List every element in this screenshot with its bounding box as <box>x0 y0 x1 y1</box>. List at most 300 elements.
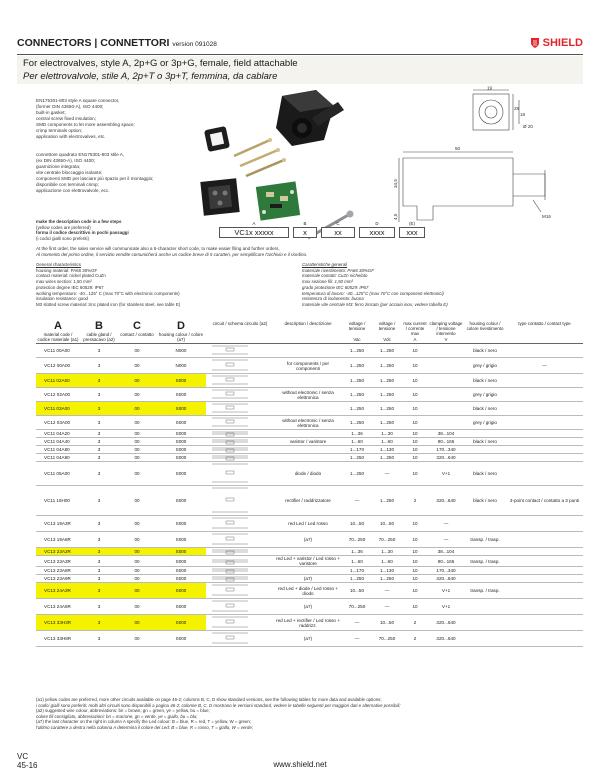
cell-cur: 10 <box>402 516 428 532</box>
code-builder <box>36 219 418 245</box>
cell-cur: 10 <box>402 446 428 454</box>
cell-colour <box>464 446 506 454</box>
cell-b: 3 <box>80 430 118 438</box>
gasket-photo <box>204 126 230 152</box>
brand-logo: SHIELD <box>529 37 583 49</box>
cell-v2: 1...250 <box>372 454 402 462</box>
cell-clamp: 320...640 <box>428 631 464 647</box>
cell-v1: 1...250 <box>342 454 372 462</box>
code-cell-b: B x <box>293 221 317 241</box>
cell-desc: rectifier / raddrizzatore <box>274 486 342 516</box>
cell-desc: without electronic / senza elettronica <box>274 388 342 402</box>
cell-v1: 1...170 <box>342 446 372 454</box>
cell-b: 3 <box>80 374 118 388</box>
cell-type <box>506 532 583 548</box>
cell-c: 00 <box>118 374 156 388</box>
cell-a: VC11 02A00 <box>36 374 80 388</box>
cell-a: VC12 02A00 <box>36 388 80 402</box>
circuit-diagram-cell <box>206 556 274 567</box>
cell-colour <box>464 631 506 647</box>
cell-v2: — <box>372 599 402 615</box>
pins-photo <box>234 138 286 176</box>
cell-d: S000 <box>156 374 206 388</box>
cell-type <box>506 615 583 631</box>
cell-a: VC13 19A8R <box>36 532 80 548</box>
cell-b: 3 <box>80 454 118 462</box>
table-row <box>36 548 583 556</box>
cell-cur: 10 <box>402 388 428 402</box>
table-row <box>36 575 583 583</box>
circuit-icon <box>208 454 272 460</box>
col-type-header: type contatto / contact type <box>506 320 583 344</box>
cell-d: S000 <box>156 402 206 416</box>
cell-b: 3 <box>80 567 118 575</box>
cell-clamp: 38...104 <box>428 548 464 556</box>
cell-c: 00 <box>118 430 156 438</box>
cell-b: 3 <box>80 446 118 454</box>
col-circuit-header: circuit / schema circuito (a2) <box>206 320 274 344</box>
cell-cur: 10 <box>402 462 428 486</box>
cell-d: S000 <box>156 446 206 454</box>
table-row <box>36 516 583 532</box>
cell-desc: for components / per componenti <box>274 358 342 374</box>
cell-a: VC13 33H8R <box>36 631 80 647</box>
cell-type <box>506 548 583 556</box>
table-row <box>36 599 583 615</box>
cell-a: VC12 03A00 <box>36 416 80 430</box>
cell-c: 00 <box>118 532 156 548</box>
cell-type <box>506 430 583 438</box>
cell-colour: black / nero <box>464 402 506 416</box>
circuit-icon <box>208 430 272 436</box>
cell-cur: 10 <box>402 358 428 374</box>
cell-colour: transp. / trasp. <box>464 532 506 548</box>
cell-v2: 1...60 <box>372 438 402 446</box>
cell-desc: (a7) <box>274 575 342 583</box>
table-row <box>36 358 583 374</box>
dimension-drawing <box>393 85 575 238</box>
cell-cur: 10 <box>402 575 428 583</box>
cell-b: 3 <box>80 532 118 548</box>
cell-colour: black / nero <box>464 344 506 358</box>
cell-desc: red Led / Led rosso <box>274 516 342 532</box>
circuit-diagram-cell <box>206 532 274 548</box>
cell-desc <box>274 402 342 416</box>
cell-b: 3 <box>80 402 118 416</box>
col-a-header: A material code / codice materiale (a1) <box>37 320 79 343</box>
cell-c: 00 <box>118 631 156 647</box>
code-cell-c: C xx <box>321 221 355 241</box>
cell-v2: 1...60 <box>372 556 402 567</box>
cell-colour <box>464 516 506 532</box>
cell-type <box>506 631 583 647</box>
table-row <box>36 388 583 402</box>
cell-colour: transp. / trasp. <box>464 583 506 599</box>
cell-d: S000 <box>156 416 206 430</box>
cell-v2: 1...250 <box>372 358 402 374</box>
cell-type <box>506 556 583 567</box>
cell-a: VC11 04A80 <box>36 446 80 454</box>
circuit-icon <box>208 599 272 613</box>
dim-4-5: 4,5 <box>393 213 398 220</box>
cell-cur: 10 <box>402 454 428 462</box>
cell-type <box>506 416 583 430</box>
cell-d: S000 <box>156 631 206 647</box>
cell-type <box>506 344 583 358</box>
version-label: version 091028 <box>172 41 217 48</box>
cell-b: 3 <box>80 631 118 647</box>
cell-colour <box>464 548 506 556</box>
cell-v1: 70...250 <box>342 532 372 548</box>
cell-colour <box>464 454 506 462</box>
cell-desc <box>274 430 342 438</box>
cell-colour <box>464 575 506 583</box>
cell-v2: 1...250 <box>372 575 402 583</box>
spec-table <box>36 320 583 647</box>
cell-v1: 10...50 <box>342 583 372 599</box>
cell-v2: 1...250 <box>372 402 402 416</box>
dim-d20: Ø 20 <box>523 124 533 129</box>
cell-v2: 1...250 <box>372 374 402 388</box>
table-row <box>36 486 583 516</box>
cell-b: 3 <box>80 388 118 402</box>
table-row <box>36 416 583 430</box>
circuit-diagram-cell <box>206 516 274 532</box>
cell-type: 3-point contact / contatto a 3 punti <box>506 486 583 516</box>
circuit-icon <box>208 446 272 452</box>
cell-clamp: — <box>428 516 464 532</box>
cell-v2: — <box>372 583 402 599</box>
cell-colour <box>464 430 506 438</box>
circuit-diagram-cell <box>206 416 274 430</box>
cell-c: 00 <box>118 615 156 631</box>
cell-d: S000 <box>156 438 206 446</box>
cell-b: 3 <box>80 516 118 532</box>
dim-28: 28 <box>514 106 520 111</box>
table-row <box>36 615 583 631</box>
table-row <box>36 438 583 446</box>
circuit-diagram-cell <box>206 599 274 615</box>
col-c-header: C contact / contatto <box>118 320 156 344</box>
cell-cur: 10 <box>402 374 428 388</box>
cell-v1: 1...60 <box>342 556 372 567</box>
table-row <box>36 454 583 462</box>
cell-type <box>506 516 583 532</box>
cell-d: N000 <box>156 358 206 374</box>
cell-d: S000 <box>156 556 206 567</box>
pcb-photo <box>256 181 300 220</box>
cell-clamp: 320...640 <box>428 575 464 583</box>
cell-a: VC11 16H00 <box>36 486 80 516</box>
cell-desc: varistor / varistore <box>274 438 342 446</box>
cell-cur: 10 <box>402 438 428 446</box>
banner-title-it: Per elettrovalvole, stile A, 2p+T o 3p+T, femmina, da cablare <box>23 71 278 82</box>
cell-colour: black / nero <box>464 486 506 516</box>
circuit-diagram-cell <box>206 631 274 647</box>
cell-c: 00 <box>118 567 156 575</box>
cell-v2: 70...250 <box>372 631 402 647</box>
circuit-icon <box>208 575 272 581</box>
circuit-icon <box>208 516 272 530</box>
cell-desc: (a7) <box>274 631 342 647</box>
cell-desc <box>274 454 342 462</box>
circuit-diagram-cell <box>206 462 274 486</box>
circuit-diagram-cell <box>206 486 274 516</box>
cell-colour: grey / grigio <box>464 388 506 402</box>
circuit-diagram-cell <box>206 438 274 446</box>
cell-v2: 10...50 <box>372 516 402 532</box>
circuit-icon <box>208 583 272 597</box>
col-vac-header: voltage / tensione Vac <box>342 320 372 344</box>
circuit-diagram-cell <box>206 344 274 358</box>
cell-v1: 1...36 <box>342 430 372 438</box>
cell-v1: — <box>342 486 372 516</box>
cell-type <box>506 388 583 402</box>
cell-b: 3 <box>80 358 118 374</box>
cell-colour <box>464 567 506 575</box>
dim-34-5: 34,5 <box>393 179 398 188</box>
cell-type <box>506 454 583 462</box>
cell-colour: transp. / trasp. <box>464 556 506 567</box>
table-row <box>36 430 583 438</box>
circuit-diagram-cell <box>206 567 274 575</box>
cell-c: 00 <box>118 358 156 374</box>
circuit-icon <box>208 558 272 564</box>
cell-v1: 1...250 <box>342 374 372 388</box>
circuit-icon <box>208 532 272 546</box>
cell-cur: 10 <box>402 599 428 615</box>
cell-cur: 2 <box>402 486 428 516</box>
cell-colour: black / nero <box>464 374 506 388</box>
cell-c: 00 <box>118 454 156 462</box>
cell-d: S000 <box>156 532 206 548</box>
cell-type <box>506 402 583 416</box>
cell-v2: 1...30 <box>372 548 402 556</box>
cell-desc: red Led + rectifier / Led rosso + raddrizz. <box>274 615 342 631</box>
cell-c: 00 <box>118 548 156 556</box>
cell-v1: — <box>342 615 372 631</box>
cell-type <box>506 438 583 446</box>
circuit-icon <box>208 567 272 573</box>
cell-colour: black / nero <box>464 462 506 486</box>
cell-colour: grey / grigio <box>464 358 506 374</box>
cell-d: S000 <box>156 567 206 575</box>
cell-clamp: 90...165 <box>428 556 464 567</box>
cell-v1: — <box>342 631 372 647</box>
table-row <box>36 532 583 548</box>
circuit-icon <box>208 548 272 554</box>
circuit-icon <box>208 615 272 629</box>
cell-a: VC13 23A9R <box>36 575 80 583</box>
cell-desc <box>274 446 342 454</box>
cell-desc: without electronic / senza elettronica <box>274 416 342 430</box>
cell-clamp <box>428 358 464 374</box>
circuit-diagram-cell <box>206 430 274 438</box>
dim-18: 18 <box>520 112 526 117</box>
cell-c: 00 <box>118 402 156 416</box>
cell-c: 00 <box>118 516 156 532</box>
cell-v2: 1...250 <box>372 416 402 430</box>
code-instructions: make the description code in a few steps (yellow codes are preferred) forma il codice descrittivo in pochi passaggi (i codici gialli sono preferiti) <box>36 219 129 241</box>
col-vdc-header: voltage / tensione Vdc <box>372 320 402 344</box>
page-number: VC 45-16 <box>17 752 38 770</box>
table-row <box>36 446 583 454</box>
cell-v1: 10...50 <box>342 516 372 532</box>
cell-desc <box>274 344 342 358</box>
cell-type: — <box>506 358 583 374</box>
cell-a: VC11 05A00 <box>36 462 80 486</box>
table-row <box>36 402 583 416</box>
cell-d: N000 <box>156 344 206 358</box>
cell-d: S000 <box>156 615 206 631</box>
circuit-icon <box>208 388 272 400</box>
circuit-diagram-cell <box>206 446 274 454</box>
cell-colour <box>464 615 506 631</box>
table-row <box>36 556 583 567</box>
table-row <box>36 374 583 388</box>
cell-d: S000 <box>156 462 206 486</box>
cell-clamp <box>428 388 464 402</box>
cell-type <box>506 567 583 575</box>
cell-desc <box>274 548 342 556</box>
cell-v2: 70...250 <box>372 532 402 548</box>
cell-b: 3 <box>80 615 118 631</box>
footnotes: (a1) yellow codes are preferred, more other circuits available on page 46-2; columns B, C, D show standard versions, see the following tables for more data and available options; i codici gialli sono preferiti; molti altri circuiti sono disponibili a pagina 46-2; colonne B, C, D mostrano le versioni standard, vedere le tabelle seguenti per maggiori dati e alternative possibili; (a2) suggested wire colour, abbreviations: bn = brown, gn = green, ye = yellow, bu = blue; colore fili consigliato, abbreviazioni: bn = marrone, gn = verde, ye = giallo, bu = blu; (a7) the last character on the right in column A specify the Led colour: B = blue, R = red, T = yellow, W = green; l'ultimo carattere a destra nella colonna A determina il colore del Led: B = blue, R = rosso, T = giallo, W = verde; <box>36 697 401 730</box>
cell-type <box>506 462 583 486</box>
cell-cur: 10 <box>402 344 428 358</box>
cell-b: 3 <box>80 548 118 556</box>
cell-a: VC11 00A00 <box>36 344 80 358</box>
cell-a: VC13 23A3R <box>36 556 80 567</box>
cell-a: VC13 23A8R <box>36 567 80 575</box>
cell-v2: 1...250 <box>372 388 402 402</box>
cell-clamp: 320...640 <box>428 615 464 631</box>
circuit-icon <box>208 462 272 484</box>
cell-clamp: 320...640 <box>428 454 464 462</box>
cell-desc: (a7) <box>274 532 342 548</box>
cell-v1: 1...250 <box>342 402 372 416</box>
cell-a: VC13 19A3R <box>36 516 80 532</box>
circuit-diagram-cell <box>206 402 274 416</box>
cell-d: S000 <box>156 454 206 462</box>
circuit-diagram-cell <box>206 388 274 402</box>
col-current-header: max current / corrente max A <box>402 320 428 344</box>
cell-v1: 70...250 <box>342 599 372 615</box>
cell-c: 00 <box>118 583 156 599</box>
col-desc-header: description / descrizione <box>274 320 342 344</box>
cell-b: 3 <box>80 438 118 446</box>
code-cell-d: D xxxx <box>359 221 395 241</box>
cell-cur: 10 <box>402 556 428 567</box>
cell-v1: 1...36 <box>342 548 372 556</box>
cell-a: VC13 24A8R <box>36 599 80 615</box>
table-row <box>36 462 583 486</box>
cell-v2: 1...30 <box>372 430 402 438</box>
table-header-row <box>36 320 583 344</box>
cell-a: VC13 33H3R <box>36 615 80 631</box>
cell-type <box>506 599 583 615</box>
cell-cur: 10 <box>402 430 428 438</box>
cell-v2: 1...130 <box>372 567 402 575</box>
cell-c: 00 <box>118 462 156 486</box>
cell-c: 00 <box>118 599 156 615</box>
cell-c: 00 <box>118 438 156 446</box>
cell-type <box>506 446 583 454</box>
cell-c: 00 <box>118 575 156 583</box>
col-clamp-header: clamping voltage / tensione intervento V <box>428 320 464 344</box>
circuit-diagram-cell <box>206 374 274 388</box>
cell-clamp <box>428 374 464 388</box>
cell-desc: (a7) <box>274 599 342 615</box>
cell-d: S000 <box>156 583 206 599</box>
cell-v1: 1...170 <box>342 567 372 575</box>
cell-cur: 2 <box>402 615 428 631</box>
table-row <box>36 344 583 358</box>
circuit-icon <box>208 344 272 356</box>
dim-m16: M16 <box>542 214 551 219</box>
col-colour-header: housing colour / colore rivestimento <box>464 320 506 344</box>
cell-a: VC11 04A20 <box>36 430 80 438</box>
cell-a: VC13 23A2R <box>36 548 80 556</box>
cell-d: S000 <box>156 599 206 615</box>
cell-type <box>506 583 583 599</box>
cell-v1: 1...250 <box>342 344 372 358</box>
cell-a: VC12 00A00 <box>36 358 80 374</box>
cell-clamp: 90...165 <box>428 438 464 446</box>
cell-a: VC11 04A90 <box>36 454 80 462</box>
cell-colour: grey / grigio <box>464 416 506 430</box>
col-d-header: D housing colour / colore (a7) <box>156 320 206 344</box>
cell-d: S000 <box>156 548 206 556</box>
dim-50: 50 <box>455 146 461 151</box>
cell-desc <box>274 567 342 575</box>
circuit-icon <box>208 631 272 645</box>
cell-b: 3 <box>80 462 118 486</box>
connector-photo <box>276 90 344 146</box>
cell-d: S000 <box>156 516 206 532</box>
cell-v1: 1...250 <box>342 416 372 430</box>
code-cell-a: A VC1x xxxxx <box>219 221 289 241</box>
cell-clamp <box>428 402 464 416</box>
cell-d: S000 <box>156 575 206 583</box>
cell-colour: black / nero <box>464 438 506 446</box>
intro-features-it: connettore quadrato EN175301-803 stile A, (ex DIN 43650-A), ISO 4400; guarnizione integrata; vite centrale bloccaggio isolante; componenti SMD per lasciare più spazio per il montaggio; disponibile con terminali crimp; applicazione con elettrovalvole, ecc. <box>36 152 154 193</box>
cell-v1: 1...250 <box>342 462 372 486</box>
cell-a: VC13 24A3R <box>36 583 80 599</box>
cell-b: 3 <box>80 556 118 567</box>
page-header <box>17 32 583 54</box>
cell-desc: red Led + varistor / Led rosso + varistore <box>274 556 342 567</box>
cell-clamp <box>428 416 464 430</box>
circuit-diagram-cell <box>206 358 274 374</box>
circuit-diagram-cell <box>206 615 274 631</box>
cell-desc <box>274 374 342 388</box>
website-link[interactable]: www.shield.net <box>273 760 327 769</box>
cell-type <box>506 374 583 388</box>
cell-v2: — <box>372 462 402 486</box>
cell-cur: 10 <box>402 567 428 575</box>
intro-features-en: EN175301-803 style A square connector, (former DIN 43650-A), ISO 4400; built-in gasket; central screw fixed insulation; SMD components to let more assembling space; crimp terminals option; application with electrovalves, etc. <box>36 98 135 139</box>
cell-type <box>506 575 583 583</box>
cell-v2: 10...50 <box>372 615 402 631</box>
cell-cur: 10 <box>402 532 428 548</box>
circuit-icon <box>208 438 272 444</box>
cell-colour <box>464 599 506 615</box>
cell-c: 00 <box>118 446 156 454</box>
banner-title-en: For electrovalves, style A, 2p+G or 3p+G, female, field attachable <box>23 58 298 69</box>
cell-v1: 1...60 <box>342 438 372 446</box>
cell-clamp: V+1 <box>428 583 464 599</box>
